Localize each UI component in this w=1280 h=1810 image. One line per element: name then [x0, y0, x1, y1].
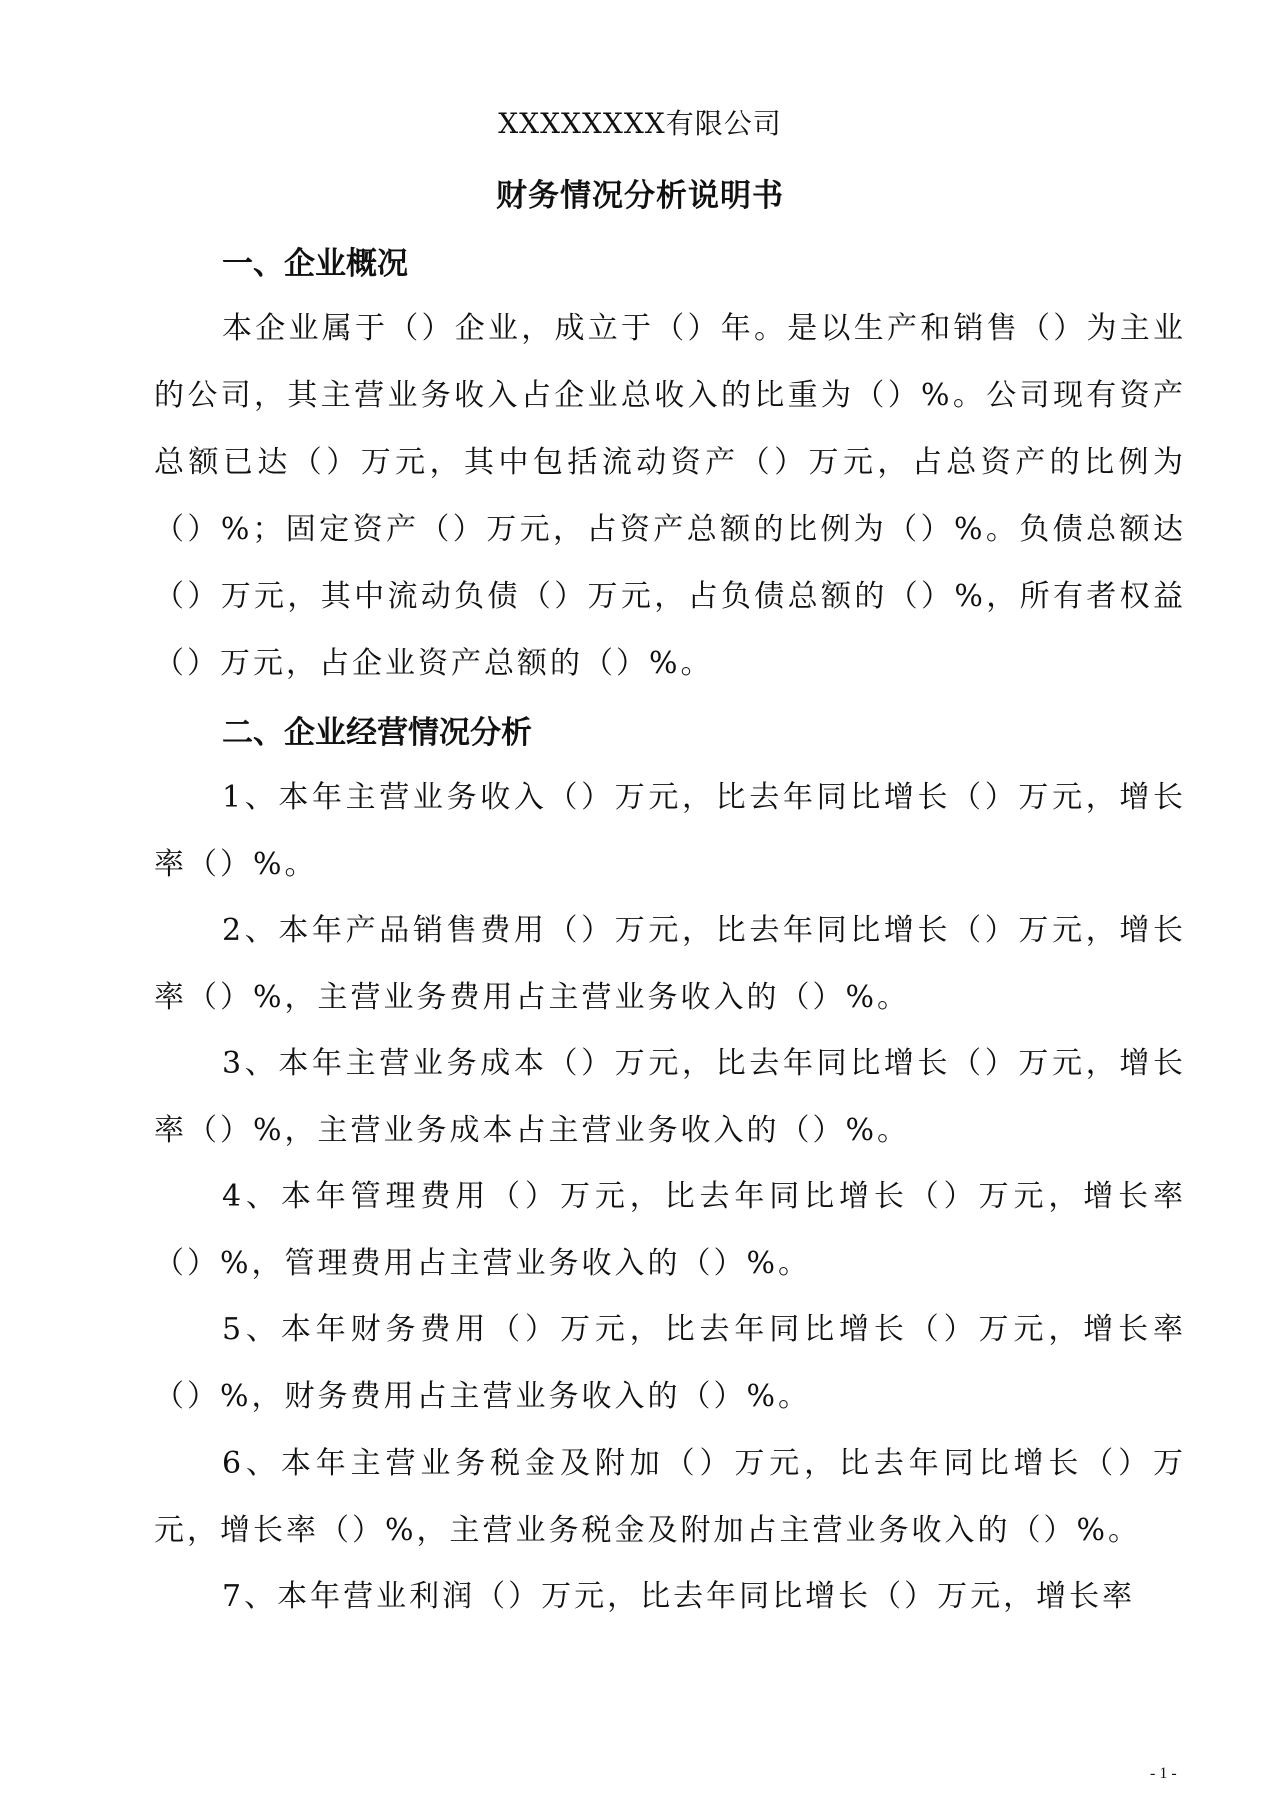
analysis-item-6: 6、本年主营业务税金及附加（）万元，比去年同比增长（）万元，增长率（）%，主营业务税金及附加占主营业务收入的（）%。 [154, 1446, 1186, 1548]
page-number: - 1 - [1150, 1765, 1177, 1782]
document-title: 财务情况分析说明书 [496, 178, 784, 214]
company-name: XXXXXXXX有限公司 [498, 107, 782, 140]
analysis-item-5: 5、本年财务费用（）万元，比去年同比增长（）万元，增长率（）%，财务费用占主营业务收入的（）%。 [154, 1312, 1186, 1414]
overview-paragraph: 本企业属于（）企业，成立于（）年。是以生产和销售（）为主业的公司，其主营业务收入占企业总收入的比重为（）%。公司现有资产总额已达（）万元，其中包括流动资产（）万元，占总资产的比例为（）%；固定资产（）万元，占资产总额的比例为（）%。负债总额达（）万元，其中流动负债（）万元，占负债总额的（）%，所有者权益（）万元，占企业资产总额的（）%。 [154, 311, 1186, 681]
analysis-item-7: 7、本年营业利润（）万元，比去年同比增长（）万元，增长率 [222, 1579, 1136, 1614]
section-heading-overview: 一、企业概况 [222, 246, 408, 282]
analysis-item-3: 3、本年主营业务成本（）万元，比去年同比增长（）万元，增长率（）%，主营业务成本占主营业务收入的（）%。 [154, 1046, 1186, 1148]
analysis-item-1: 1、本年主营业务收入（）万元，比去年同比增长（）万元，增长率（）%。 [154, 780, 1186, 882]
section-heading-operations: 二、企业经营情况分析 [222, 715, 532, 751]
analysis-item-4: 4、本年管理费用（）万元，比去年同比增长（）万元，增长率（）%，管理费用占主营业务收入的（）%。 [154, 1179, 1186, 1281]
analysis-item-2: 2、本年产品销售费用（）万元，比去年同比增长（）万元，增长率（）%，主营业务费用占主营业务收入的（）%。 [154, 913, 1186, 1015]
